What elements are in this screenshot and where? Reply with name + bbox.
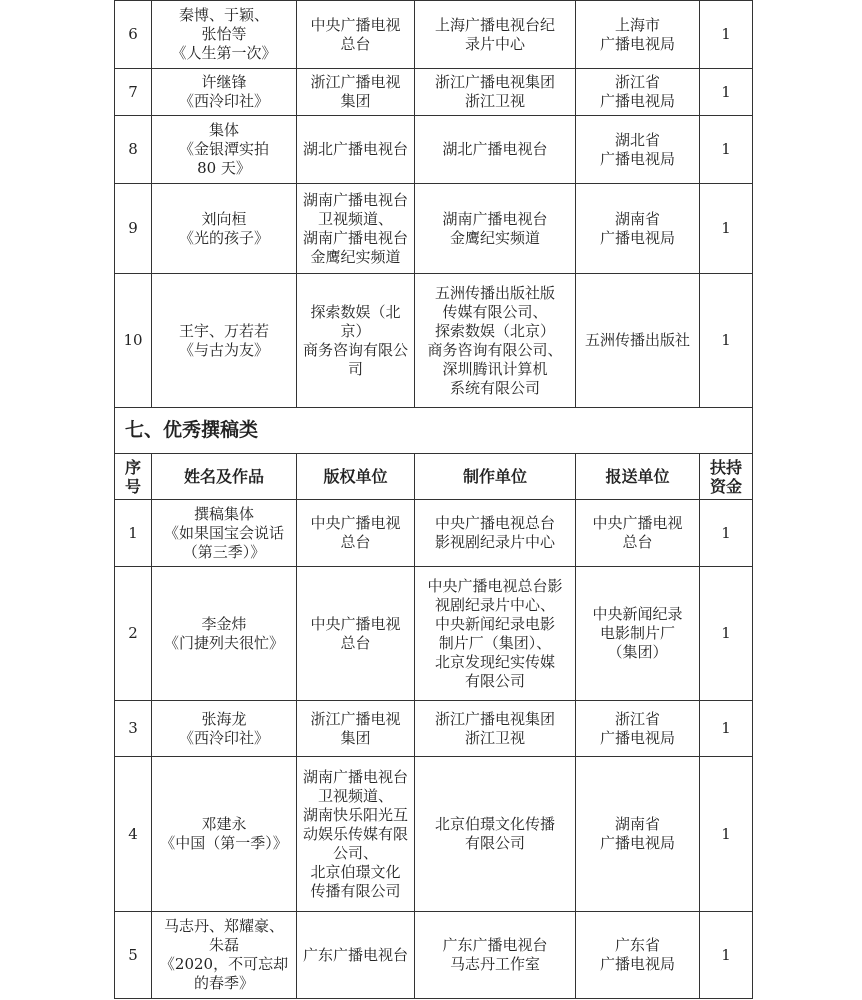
cell-fund: 1 (700, 116, 753, 184)
cell-line: 中央新闻纪录电影 (434, 614, 555, 633)
cell-name (152, 567, 297, 701)
table-row (115, 274, 753, 408)
cell-line: 总台 (622, 533, 653, 551)
cell-no: 6 (115, 1, 152, 69)
table-row (115, 912, 753, 999)
cell-copyright (297, 116, 415, 184)
cell-line: 北京伯璟文化传播 (434, 815, 555, 833)
table-row (115, 116, 753, 184)
cell-line: 王宇、万若若 (178, 321, 269, 340)
cell-line: 广东广播电视台 (442, 936, 548, 954)
cell-no: 7 (115, 69, 152, 116)
cell-line: 总台 (340, 633, 371, 652)
cell-line: 张怡等 (201, 25, 247, 43)
cell-line: 《西泠印社》 (178, 728, 269, 747)
cell-producer (415, 1, 576, 69)
cell-line: 广播电视局 (599, 149, 675, 168)
cell-no: 8 (115, 116, 152, 184)
cell-producer (415, 757, 576, 912)
cell-line: 湖北广播电视台 (302, 140, 408, 158)
cell-line: 上海广播电视台纪 (434, 15, 555, 34)
cell-line: 《与古为友》 (178, 340, 269, 359)
cell-submitter (576, 757, 700, 912)
cell-line: 张海龙 (201, 709, 247, 728)
cell-line: 北京发现纪实传媒 (434, 652, 555, 671)
cell-line: （集团） (607, 643, 668, 661)
cell-producer (415, 500, 576, 567)
cell-fund: 1 (700, 184, 753, 274)
cell-producer (415, 701, 576, 757)
cell-no: 3 (115, 701, 152, 757)
cell-name (152, 69, 297, 116)
cell-line: 集团 (340, 92, 371, 110)
cell-line: 中央广播电视 (310, 514, 401, 532)
cell-line: 视剧纪录片中心、 (434, 595, 555, 614)
cell-line: 中央广播电视 (592, 514, 683, 532)
table-row (115, 500, 753, 567)
table-row (115, 567, 753, 701)
cell-producer (415, 184, 576, 274)
cell-line: 《如果国宝会说话 (163, 523, 284, 542)
cell-copyright (297, 184, 415, 274)
cell-line: 李金炜 (201, 614, 247, 633)
cell-line: 湖南省 (614, 815, 660, 833)
cell-name (152, 912, 297, 999)
cell-line: 影视剧纪录片中心 (434, 533, 555, 551)
cell-name (152, 757, 297, 912)
cell-submitter (576, 567, 700, 701)
cell-copyright (297, 912, 415, 999)
cell-line: 浙江广播电视 (310, 73, 401, 91)
cell-line: 广播电视局 (599, 228, 675, 247)
cell-submitter (576, 500, 700, 567)
section-title: 七、优秀撰稿类 (115, 408, 753, 454)
cell-no: 2 (115, 567, 152, 701)
cell-line: 总台 (340, 34, 371, 53)
cell-line: 上海市 (614, 15, 660, 34)
cell-submitter (576, 69, 700, 116)
cell-line: 金鹰纪实频道 (449, 228, 540, 247)
table-row (115, 757, 753, 912)
cell-no: 10 (115, 274, 152, 408)
cell-line: 广播电视局 (599, 834, 675, 852)
cell-line: 电影制片厂 (599, 624, 675, 642)
cell-line: 广播电视局 (599, 34, 675, 53)
cell-name (152, 184, 297, 274)
cell-line: 的春季》 (193, 974, 254, 992)
cell-line: 湖南广播电视台 (302, 190, 408, 209)
cell-line: 许继锋 (201, 73, 247, 91)
cell-line: 广播电视局 (599, 728, 675, 747)
cell-no: 5 (115, 912, 152, 999)
table-header-row (115, 454, 753, 500)
cell-line: 广播电视局 (599, 92, 675, 110)
cell-line: 有限公司 (464, 671, 525, 690)
cell-line: 广东省 (614, 936, 660, 954)
cell-fund: 1 (700, 274, 753, 408)
section-heading-row (115, 408, 753, 454)
table-row (115, 69, 753, 116)
cell-line: 广东广播电视台 (302, 945, 408, 964)
cell-copyright (297, 500, 415, 567)
header-name: 姓名及作品 (152, 454, 297, 500)
cell-copyright (297, 757, 415, 912)
cell-line: 五洲传播出版社 (584, 331, 690, 349)
cell-line: 《人生第一次》 (171, 44, 277, 62)
cell-line: 五洲传播出版社版 (434, 283, 555, 302)
cell-copyright (297, 274, 415, 408)
cell-submitter (576, 116, 700, 184)
cell-name (152, 116, 297, 184)
cell-line: 邓建永 (201, 815, 247, 833)
cell-line: 《门捷列夫很忙》 (163, 633, 284, 652)
cell-line: 集团 (340, 728, 371, 747)
cell-line: 系统有限公司 (449, 378, 540, 397)
cell-line: 浙江广播电视集团 (434, 709, 555, 728)
cell-line: 录片中心 (464, 34, 525, 53)
cell-line: 金鹰纪实频道 (310, 247, 401, 266)
cell-line: 中央广播电视 (310, 614, 401, 633)
cell-fund: 1 (700, 701, 753, 757)
cell-line: 《2020，不可忘却 (159, 955, 289, 973)
cell-name (152, 701, 297, 757)
cell-name (152, 500, 297, 567)
cell-no: 9 (115, 184, 152, 274)
cell-copyright (297, 69, 415, 116)
cell-line: 朱磊 (208, 936, 239, 954)
cell-producer (415, 567, 576, 701)
cell-producer (415, 912, 576, 999)
cell-line: 马志丹工作室 (449, 955, 540, 973)
cell-line: 商务咨询有限公司 (302, 340, 408, 378)
cell-line: 中央广播电视总台 (434, 514, 555, 532)
cell-line: 马志丹、郑耀豪、 (163, 917, 284, 935)
cell-line: 卫视频道、 (317, 786, 393, 805)
header-fund: 扶持 资金 (700, 454, 753, 500)
cell-fund: 1 (700, 757, 753, 912)
cell-submitter (576, 274, 700, 408)
header-submitter: 报送单位 (576, 454, 700, 500)
cell-line: 《金银潭实拍 (178, 140, 269, 158)
cell-line: 动娱乐传媒有限 (302, 824, 408, 843)
cell-line: 探索数娱（北京） (434, 321, 555, 340)
cell-line: 浙江省 (614, 709, 660, 728)
cell-line: 中央广播电视总台影 (427, 576, 563, 595)
cell-line: 深圳腾讯计算机 (442, 359, 548, 378)
cell-line: 湖北广播电视台 (442, 140, 548, 158)
cell-line: 制片厂（集团）、 (438, 633, 552, 652)
cell-line: 浙江卫视 (464, 728, 525, 747)
cell-line: （第三季）》 (182, 542, 266, 561)
cell-line: 湖南广播电视台 (442, 209, 548, 228)
cell-copyright (297, 567, 415, 701)
cell-producer (415, 69, 576, 116)
table-row (115, 184, 753, 274)
cell-name (152, 1, 297, 69)
cell-copyright (297, 1, 415, 69)
header-copyright: 版权单位 (297, 454, 415, 500)
cell-submitter (576, 912, 700, 999)
cell-line: 广播电视局 (599, 955, 675, 973)
cell-fund: 1 (700, 567, 753, 701)
cell-line: 传媒有限公司、 (442, 302, 548, 321)
cell-line: 《光的孩子》 (178, 228, 269, 247)
cell-line: 商务咨询有限公司、 (427, 340, 563, 359)
cell-line: 卫视频道、 (317, 209, 393, 228)
cell-fund: 1 (700, 1, 753, 69)
cell-line: 撰稿集体 (193, 504, 254, 523)
cell-line: 中央广播电视 (310, 15, 401, 34)
cell-line: 传播有限公司 (310, 881, 401, 900)
cell-fund: 1 (700, 500, 753, 567)
cell-line: 探索数娱（北京） (310, 302, 401, 340)
cell-line: 刘向桓 (201, 209, 247, 228)
cell-line: 有限公司 (464, 834, 525, 852)
cell-no: 4 (115, 757, 152, 912)
cell-line: 浙江广播电视 (310, 709, 401, 728)
header-producer: 制作单位 (415, 454, 576, 500)
cell-submitter (576, 184, 700, 274)
cell-line: 总台 (340, 533, 371, 551)
header-no: 序 号 (115, 454, 152, 500)
cell-line: 公司、 (332, 843, 378, 862)
cell-copyright (297, 701, 415, 757)
cell-submitter (576, 1, 700, 69)
cell-line: 浙江省 (614, 73, 660, 91)
cell-submitter (576, 701, 700, 757)
cell-producer (415, 274, 576, 408)
cell-line: 浙江广播电视集团 (434, 73, 555, 91)
cell-no: 1 (115, 500, 152, 567)
cell-line: 《西泠印社》 (178, 92, 269, 110)
cell-line: 秦博、于颖、 (178, 6, 269, 24)
cell-producer (415, 116, 576, 184)
cell-line: 湖北省 (614, 130, 660, 149)
cell-line: 中央新闻纪录 (592, 605, 683, 623)
cell-line: 浙江卫视 (464, 92, 525, 110)
cell-line: 湖南快乐阳光互 (302, 805, 408, 824)
cell-line: 湖南广播电视台 (302, 767, 408, 786)
table-row (115, 1, 753, 69)
cell-line: 北京伯璟文化 (310, 862, 401, 881)
award-table-upper (114, 0, 753, 408)
award-table-writing (114, 407, 753, 999)
cell-line: 《中国（第一季）》 (160, 834, 288, 852)
cell-line: 湖南省 (614, 209, 660, 228)
cell-line: 集体 (208, 121, 239, 139)
cell-line: 80 天》 (197, 159, 251, 177)
table-row (115, 701, 753, 757)
cell-fund: 1 (700, 912, 753, 999)
cell-line: 湖南广播电视台 (302, 228, 408, 247)
cell-fund: 1 (700, 69, 753, 116)
cell-name (152, 274, 297, 408)
